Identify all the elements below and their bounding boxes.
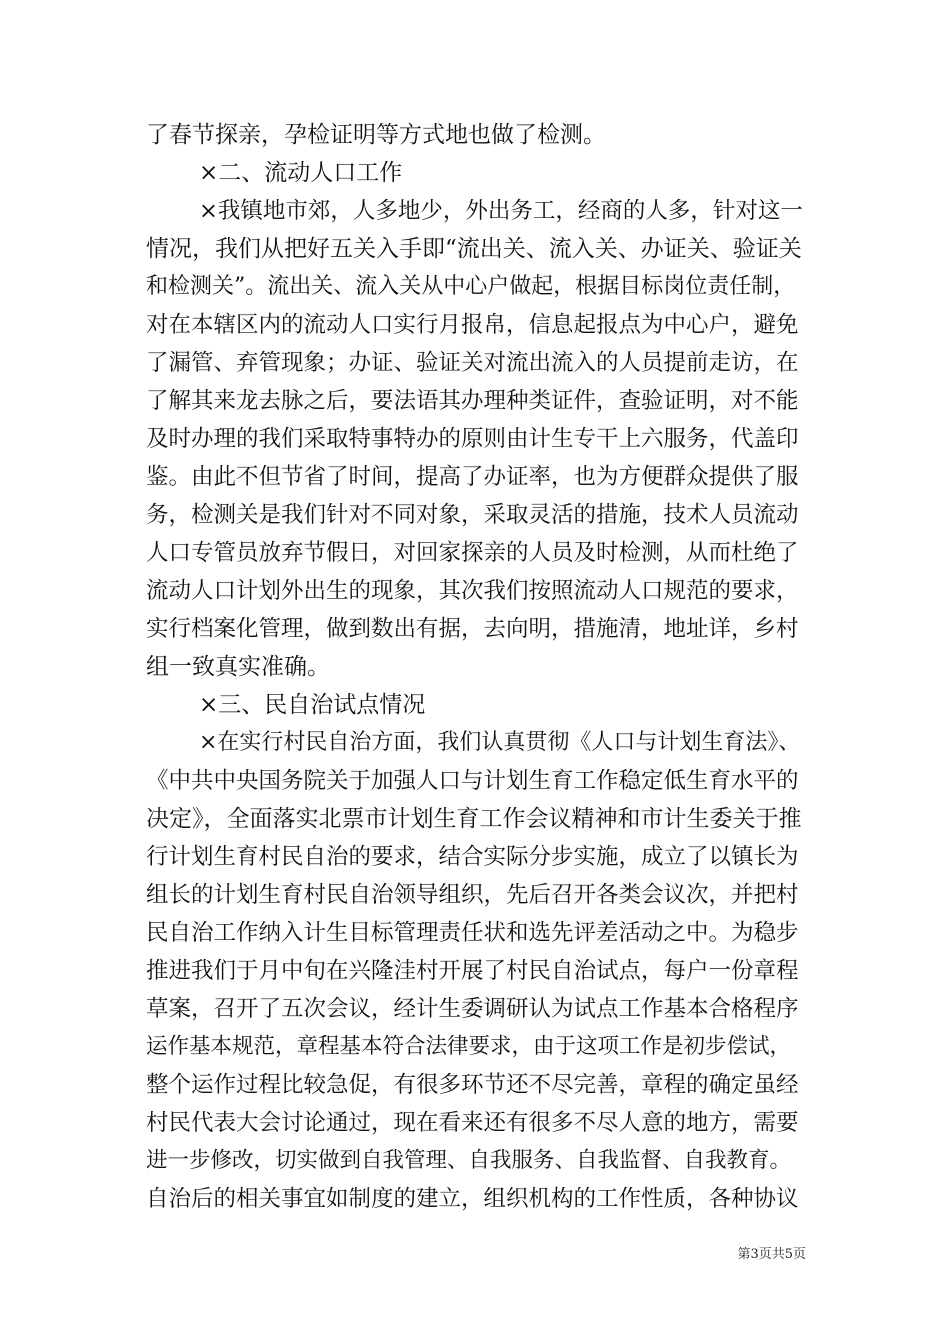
text-line: ×我镇地市郊，人多地少，外出务工，经商的人多，针对这一 xyxy=(199,198,803,224)
text-line: 进一步修改，切实做到自我管理、自我服务、自我监督、自我教育。 xyxy=(146,1148,792,1173)
text-line: 整个运作过程比较急促，有很多环节还不尽完善，章程的确定虽经 xyxy=(146,1072,799,1098)
text-line: 和检测关”。流出关、流入关从中心户做起，根据目标岗位责任制， xyxy=(146,274,796,299)
text-line: 草案，召开了五次会议，经计生委调研认为试点工作基本合格程序 xyxy=(146,996,799,1022)
text-line: 自治后的相关事宜如制度的建立，组织机构的工作性质，各种协议 xyxy=(146,1186,799,1212)
text-line: 情况，我们从把好五关入手即“流出关、流入关、办证关、验证关 xyxy=(146,236,802,262)
text-line: 了漏管、弃管现象；办证、验证关对流出流入的人员提前走访，在 xyxy=(146,350,799,376)
section-heading: ×二、流动人口工作 xyxy=(199,160,403,186)
page-number: 第3页共5页 xyxy=(737,1247,806,1262)
text-line: 运作基本规范，章程基本符合法律要求，由于这项工作是初步偿试， xyxy=(146,1034,792,1059)
text-line: 决定》，全面落实北票市计划生育工作会议精神和市计生委关于推 xyxy=(146,806,802,832)
text-line: 务，检测关是我们针对不同对象，采取灵活的措施，技术人员流动 xyxy=(146,502,799,528)
text-line: 实行档案化管理，做到数出有据，去向明，措施清，地址详，乡村 xyxy=(146,616,799,642)
text-line: 村民代表大会讨论通过，现在看来还有很多不尽人意的地方，需要 xyxy=(146,1110,799,1136)
text-line: 对在本辖区内的流动人口实行月报帛，信息起报点为中心户，避免 xyxy=(146,312,799,338)
text-line: ×在实行村民自治方面，我们认真贯彻《人口与计划生育法》、 xyxy=(199,730,801,755)
text-line: 了解其来龙去脉之后，要法语其办理种类证件，查验证明，对不能 xyxy=(146,388,799,414)
text-line: 流动人口计划外出生的现象，其次我们按照流动人口规范的要求， xyxy=(146,578,799,604)
text-line: 推进我们于月中旬在兴隆洼村开展了村民自治试点，每户一份章程 xyxy=(146,958,799,984)
text-line: 人口专管员放弃节假日，对回家探亲的人员及时检测，从而杜绝了 xyxy=(146,540,799,566)
section-heading: ×三、民自治试点情况 xyxy=(199,692,426,718)
text-line: 《中共中央国务院关于加强人口与计划生育工作稳定低生育水平的 xyxy=(146,768,799,794)
text-line: 组一致真实准确。 xyxy=(146,654,330,680)
text-line: 及时办理的我们采取特事特办的原则由计生专干上六服务，代盖印 xyxy=(146,426,799,452)
text-line: 组长的计划生育村民自治领导组织，先后召开各类会议次，并把村 xyxy=(146,882,799,908)
text-line: 了春节探亲，孕检证明等方式地也做了检测。 xyxy=(146,122,606,148)
text-line: 民自治工作纳入计生目标管理责任状和选先评差活动之中。为稳步 xyxy=(146,920,799,946)
text-line: 鉴。由此不但节省了时间，提高了办证率，也为方便群众提供了服 xyxy=(146,464,799,490)
text-line: 行计划生育村民自治的要求，结合实际分步实施，成立了以镇长为 xyxy=(146,844,799,870)
